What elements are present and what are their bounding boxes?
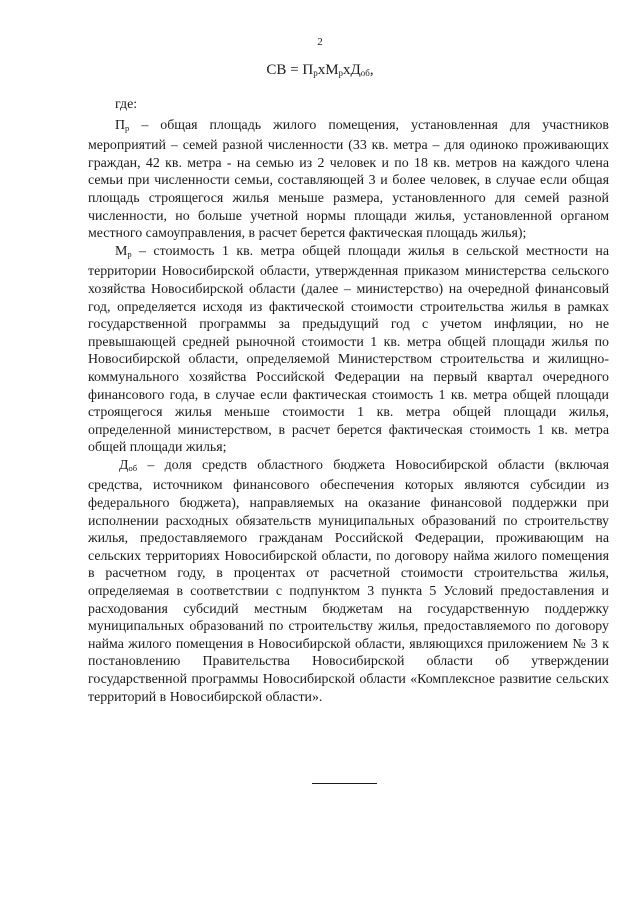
where-label: где: <box>115 97 138 112</box>
body-text <box>88 96 609 706</box>
formula-term-area: П <box>302 62 314 78</box>
formula-tail: , <box>369 62 374 78</box>
symbol-cost: $М_р$ <box>115 243 132 259</box>
formula-term-cost: М <box>325 62 339 78</box>
formula-multiply-2: х <box>343 62 351 78</box>
page-number: 2 <box>317 36 323 48</box>
end-divider <box>312 783 377 784</box>
paragraph-cost-text: – стоимость 1 кв. метра общей площади жилья в сельской местности на территории Новосибирской области, утвержденная приказом министерства сельского хозяйства Новосибирской области (далее – министерство) на очередной финансовый год, определяется исходя из фактической стоимости строительства жилья в рамках государственной программы за предыдущий год с учетом инфляции, но не превышающей средней рыночной стоимости 1 кв. метра общей площади жилья по Новосибирской области, определяемой Министерством строительства и жилищно-коммунального хозяйства Российской Федерации на первый квартал очередного финансового года, в случае если фактическая стоимость 1 кв. метра общей площади строящегося жилья меньше стоимости 1 кв. метра общей площади жилья, определенной министерством, в расчет берется фактическая стоимость 1 кв. метра общей площади жилья; <box>88 243 609 456</box>
formula-term-share-sub: об <box>360 68 370 78</box>
paragraph-area-text: – общая площадь жилого помещения, установленная для участников мероприятий – семей разной численности (33 кв. метра – для одиноко проживающих граждан, 42 кв. метра - на семью из 2 человек и по 18 кв. метров на каждого члена семьи при численности семьи, составляющей 3 и более человек, в случае если общая площадь строящегося жилья меньше размера, установленного для семей разной численности, но больше учетной нормы площади жилья, установленной органом местного самоуправления, в расчет берется фактическая площадь жилья); <box>88 117 609 242</box>
paragraph-cost <box>88 243 609 457</box>
symbol-share: $Д_{об}$ <box>119 457 138 473</box>
formula-term-area-sub: р <box>313 68 318 78</box>
formula <box>0 62 640 79</box>
formula-term-cost-sub: р <box>338 68 344 78</box>
paragraph-share <box>88 457 609 706</box>
symbol-area: $П_р$ <box>115 117 130 133</box>
formula-lhs: СВ = <box>266 62 303 78</box>
formula-multiply-1: х <box>317 62 326 78</box>
paragraph-share-text: – доля средств областного бюджета Новосибирской области (включая средства, источником финансового обеспечения которых являются субсидии из федерального бюджета), направляемых на оказание финансовой поддержки при исполнении расходных обязательств муниципальных образований по строительству жилья, предоставляемого гражданам Российской Федерации, проживающим на сельских территориях Новосибирской области, по договору найма жилого помещения в расчетном году, в процентах от расчетной стоимости строительства жилья, определяемая в соответствии с подпунктом 3 пункта 5 Условий предоставления и расходования субсидий местным бюджетам на государственную поддержку муниципальных образований по строительству жилья, предоставляемого по договору найма жилого помещения в Новосибирской области, являющихся приложением № 3 к постановлению Правительства Новосибирской области об утверждении государственной программы Новосибирской области «Комплексное развитие сельских территорий в Новосибирской области». <box>88 457 609 705</box>
paragraph-area <box>88 117 609 243</box>
formula-term-share: Д <box>350 62 361 78</box>
